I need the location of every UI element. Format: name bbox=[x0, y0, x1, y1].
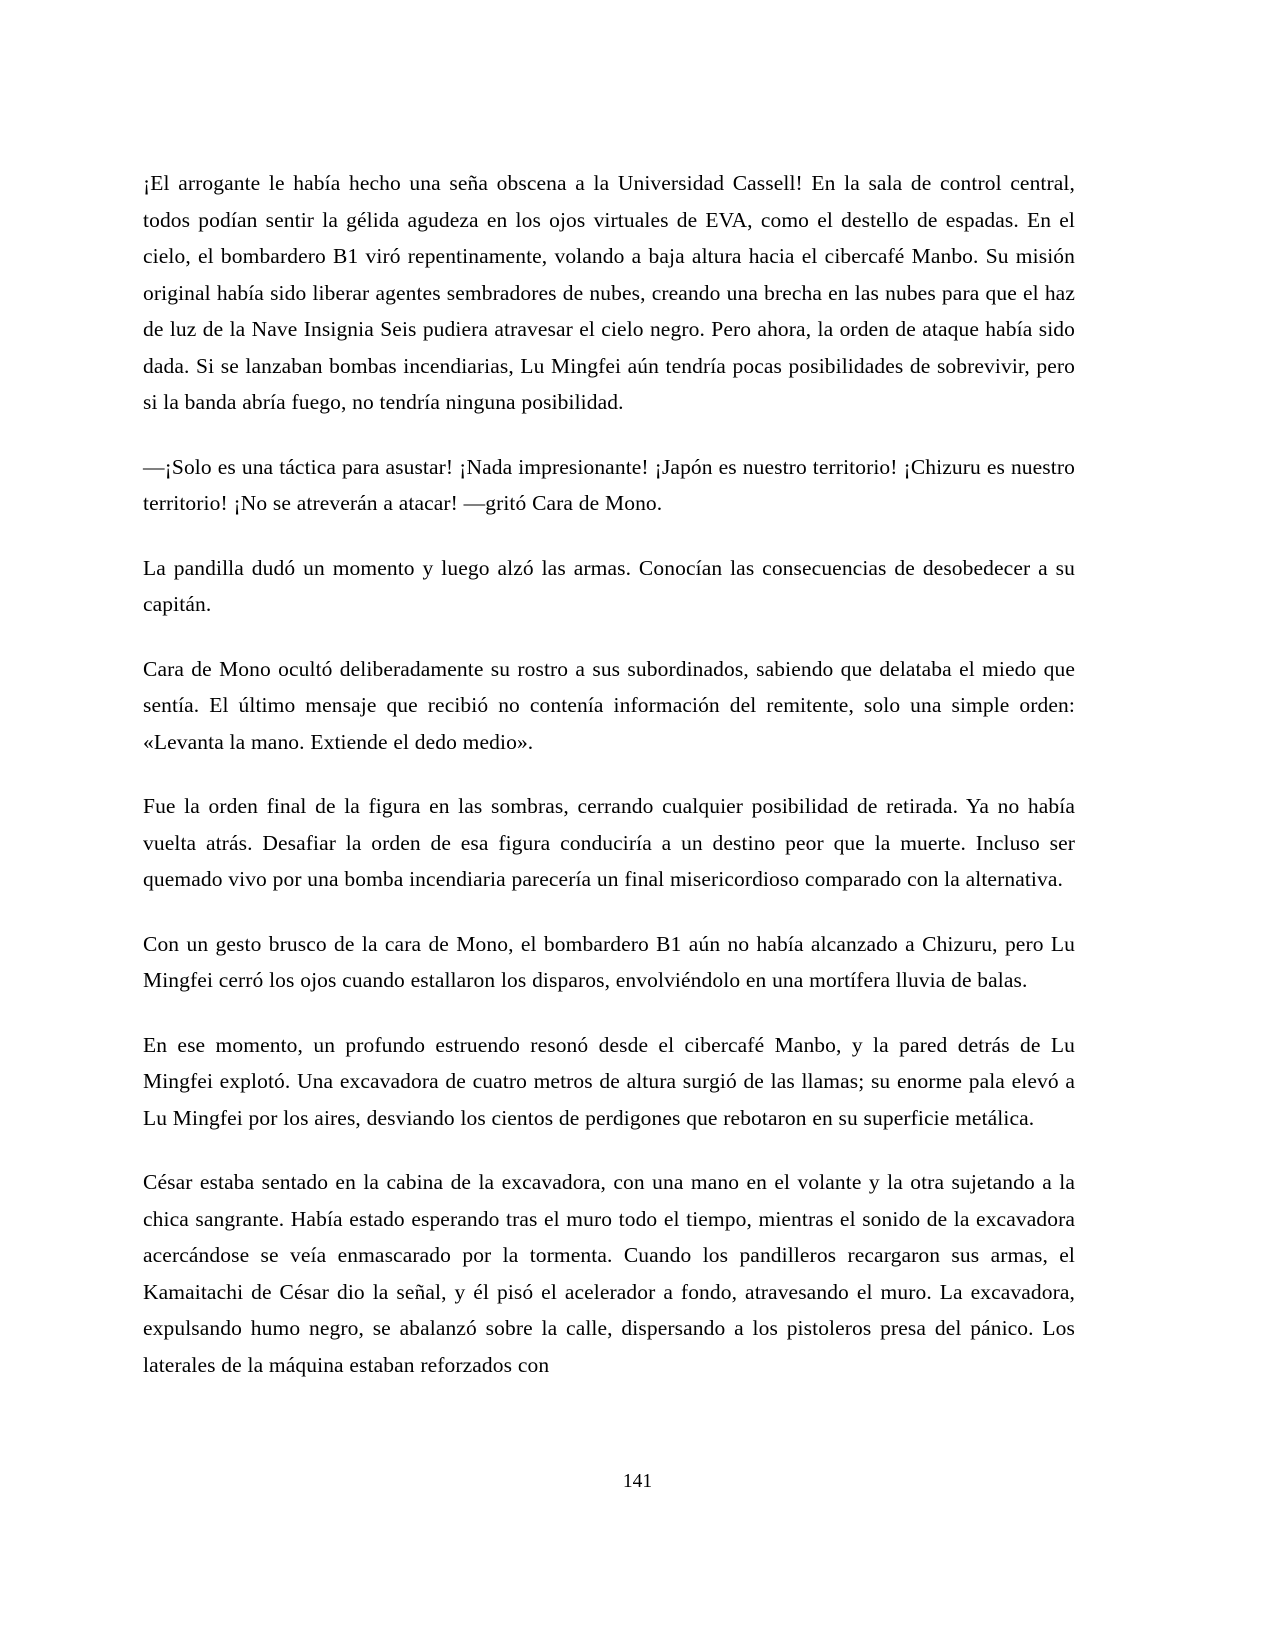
paragraph-5: Fue la orden final de la figura en las sombras, cerrando cualquier posibilidad de retirada. Ya no había vuelta atrás. Desafiar la orden de esa figura conduciría a un destino peor que la muerte. Incluso ser quemado vivo por una bomba incendiaria parecería un final misericordioso comparado con la alternativa. bbox=[143, 794, 1075, 891]
paragraph-4: Cara de Mono ocultó deliberadamente su rostro a sus subordinados, sabiendo que delataba el miedo que sentía. El último mensaje que recibió no contenía información del remitente, solo una simple orden: «Levanta la mano. Extiende el dedo medio». bbox=[143, 656, 1075, 754]
paragraph-3: La pandilla dudó un momento y luego alzó las armas. Conocían las consecuencias de desobedecer a su capitán. bbox=[143, 555, 1075, 616]
page-number: 141 bbox=[622, 1471, 653, 1492]
paragraph-6: Con un gesto brusco de la cara de Mono, el bombardero B1 aún no había alcanzado a Chizuru, pero Lu Mingfei cerró los ojos cuando estallaron los disparos, envolviéndolo en una mortífera lluvia de balas. bbox=[143, 931, 1075, 992]
paragraph-1: ¡El arrogante le había hecho una seña obscena a la Universidad Cassell! En la sala de control central, todos podían sentir la gélida agudeza en los ojos virtuales de EVA, como el destello de espadas. En el cielo, el bombardero B1 viró repentinamente, volando a baja altura hacia el cibercafé Manbo. Su misión original había sido liberar agentes sembradores de nubes, creando una brecha en las nubes para que el haz de luz de la Nave Insignia Seis pudiera atravesar el cielo negro. Pero ahora, la orden de ataque había sido dada. Si se lanzaban bombas incendiarias, Lu Mingfei aún tendría pocas posibilidades de sobrevivir, pero si la banda abría fuego, no tendría ninguna posibilidad. bbox=[143, 171, 1075, 414]
paragraph-8: César estaba sentado en la cabina de la excavadora, con una mano en el volante y la otra sujetando a la chica sangrante. Había estado esperando tras el muro todo el tiempo, mientras el sonido de la excavadora acercándose se veía enmascarado por la tormenta. Cuando los pandilleros recargaron sus armas, el Kamaitachi de César dio la señal, y él pisó el acelerador a fondo, atravesando el muro. La excavadora, expulsando humo negro, se abalanzó sobre la calle, dispersando a los pistoleros presa del pánico. Los laterales de la máquina estaban reforzados con bbox=[143, 1170, 1075, 1377]
paragraph-2: —¡Solo es una táctica para asustar! ¡Nada impresionante! ¡Japón es nuestro territorio! ¡Chizuru es nuestro territorio! ¡No se atreverán a atacar! —gritó Cara de Mono. bbox=[143, 454, 1075, 515]
body-text-column bbox=[143, 165, 1075, 1383]
paragraph-7: En ese momento, un profundo estruendo resonó desde el cibercafé Manbo, y la pared detrás de Lu Mingfei explotó. Una excavadora de cuatro metros de altura surgió de las llamas; su enorme pala elevó a Lu Mingfei por los aires, desviando los cientos de perdigones que rebotaron en su superficie metálica. bbox=[143, 1032, 1075, 1130]
